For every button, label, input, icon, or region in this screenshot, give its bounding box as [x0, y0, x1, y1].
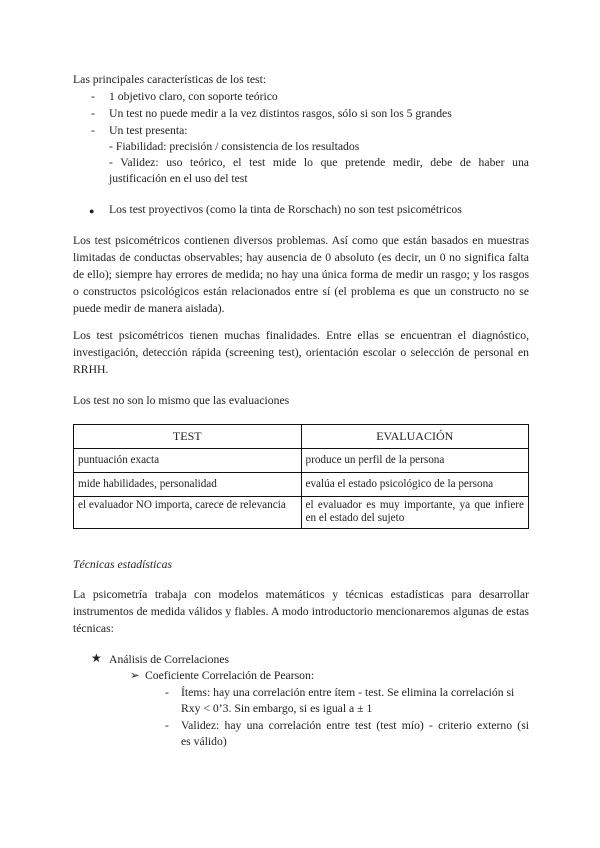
dash-marker: - — [91, 90, 95, 103]
bullet-item: Los test proyectivos (como la tinta de Rorschach) no son test psicométricos — [109, 203, 462, 216]
sub-item: justificación en el uso del test — [109, 172, 248, 185]
comparison-table — [73, 424, 529, 529]
dash-marker: - — [91, 124, 95, 137]
paragraph-problems: Los test psicométricos contienen diversos problemas. Así como que están basados en muestras limitadas de conductas observables; hay ausencia de 0 absoluto (es decir, un 0 no significa falta de ello); siempre hay errores de medida; no hay una única forma de medir un rasgo; y los rasgos o constructos psicológicos están relacionados entre sí (el problema es que un constructo no se puede medir de manera aislada). — [73, 234, 529, 315]
dash-marker: - — [165, 719, 169, 732]
table-cell: produce un perfil de la persona — [301, 449, 529, 473]
column-header-evaluation: EVALUACIÓN — [301, 425, 529, 449]
bullet-dot: ● — [89, 206, 95, 216]
paragraph-tests-vs-evaluations: Los test no son lo mismo que las evaluaciones — [73, 394, 290, 407]
table-cell: evalúa el estado psicológico de la persona — [301, 473, 529, 497]
table-row — [74, 473, 529, 497]
table-header-row — [74, 425, 529, 449]
dash-marker: - — [91, 107, 95, 120]
list-item: Ítems: hay una correlación entre ítem - test. Se elimina la correlación si — [181, 686, 515, 699]
column-header-test: TEST — [74, 425, 302, 449]
section-heading: Técnicas estadísticas — [73, 558, 173, 571]
sub-item: - Validez: uso teórico, el test mide lo que pretende medir, debe de haber una — [109, 156, 529, 169]
table-cell: mide habilidades, personalidad — [74, 473, 302, 497]
table-cell: puntuación exacta — [74, 449, 302, 473]
list-item: Rxy < 0’3. Sin embargo, si es igual a ± 1 — [181, 702, 373, 715]
intro-heading: Las principales características de los test: — [73, 73, 267, 86]
list-item: Un test presenta: — [109, 124, 188, 137]
list-item: Análisis de Correlaciones — [109, 653, 230, 666]
table-row — [74, 497, 529, 529]
table-cell: el evaluador NO importa, carece de relevancia — [74, 497, 302, 529]
list-item: 1 objetivo claro, con soporte teórico — [109, 90, 278, 103]
paragraph-purposes: Los test psicométricos tienen muchas finalidades. Entre ellas se encuentran el diagnóstico, investigación, detección rápida (screening test), orientación escolar o selección de personal en RRHH. — [73, 329, 529, 376]
table-cell: el evaluador es muy importante, ya que infiere en el estado del sujeto — [301, 497, 529, 529]
list-item: Un test no puede medir a la vez distintos rasgos, sólo si son los 5 grandes — [109, 107, 452, 120]
dash-marker: - — [165, 686, 169, 699]
paragraph-statistics: La psicometría trabaja con modelos matemáticos y técnicas estadísticas para desarrollar instrumentos de medida válidos y fiables. A modo introductorio mencionaremos algunas de estas técnicas: — [73, 588, 529, 635]
arrow-icon: ➢ — [130, 669, 140, 682]
table-row — [74, 449, 529, 473]
list-item: Coeficiente Correlación de Pearson: — [145, 669, 315, 682]
list-item: es válido) — [181, 735, 227, 748]
sub-item: - Fiabilidad: precisión / consistencia de los resultados — [109, 140, 360, 153]
list-item: Validez: hay una correlación entre test (test mío) - criterio externo (si — [181, 719, 529, 732]
star-icon: ★ — [91, 651, 102, 665]
